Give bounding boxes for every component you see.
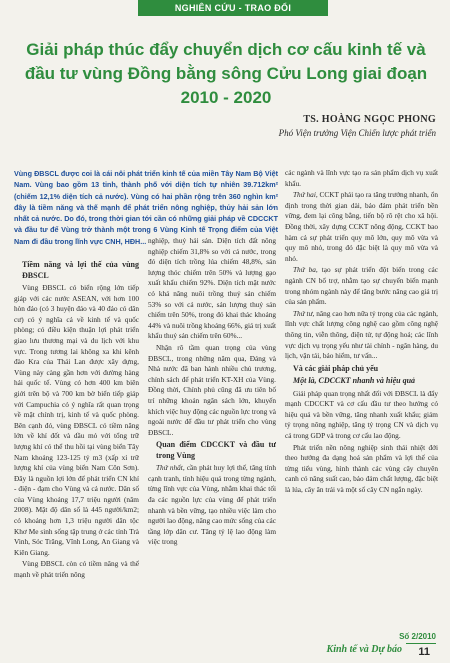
paragraph bbox=[285, 309, 438, 362]
lead-word: Thứ hai, bbox=[293, 190, 318, 200]
section-tag: NGHIÊN CỨU - TRAO ĐỔI bbox=[138, 0, 328, 16]
text-column-2 bbox=[148, 236, 276, 626]
paragraph bbox=[148, 463, 276, 548]
paragraph bbox=[285, 265, 438, 307]
article-title: Giải pháp thúc đẩy chuyển dịch cơ cấu kinh tế và đầu tư vùng Đồng bằng sông Cửu Long giai đoạn 2010 - 2020 bbox=[24, 40, 428, 107]
paragraph: Vùng ĐBSCL có biển rộng lớn tiếp giáp với các nước ASEAN, với hơn 100 hòn đảo (có 3 huyện đảo và 40 đảo có dân cư) có ý nghĩa cả về kinh tế và quốc phòng; có điều kiện thuận lợi phát triển giao lưu thương mại và du lịch với khu vực. Trong tương lai không xa khi kênh đào Kra của Thái Lan được xây dựng, Vùng này càng gần hơn với đường hàng hải quốc tế. Vùng có hơn 400 km biên giới trên bộ và 700 km bờ biển tiếp giáp với Campuchia có ý nghĩa rất quan trọng về mặt chính trị, kinh tế và quốc phòng. Bên cạnh đó, vùng ĐBSCL có tiềm năng lớn về khí đốt và dầu mỏ với tổng trữ lượng khí có thể thu hồi tại vùng biển Tây Nam khoảng 123-125 tỷ m3 (xấp xỉ trữ lượng khí của vùng biển Nam Côn Sơn). Đây là nguồn lợi lớn để phát triển CN khí - điện - đạm cho Vùng và cả nước. Dân số của Vùng khoảng 17,7 triệu người (năm 2008). Mật độ dân số là 445 người/km2; có khoảng hơn 1,3 triệu người dân tộc Khơ Me sinh sống tập trung ở các tỉnh Trà Vinh, Sóc Trăng, Vĩnh Long, An Giang và Kiên Giang. bbox=[14, 283, 139, 557]
section-heading: Và các giải pháp chủ yếu bbox=[293, 363, 379, 373]
magazine-name: Kinh tế và Dự báo bbox=[326, 644, 402, 655]
lead-word: Thứ tư, bbox=[293, 308, 315, 318]
paragraph: các ngành và lĩnh vực tạo ra sản phẩm dịch vụ xuất khẩu. bbox=[285, 168, 438, 188]
paragraph: Vùng ĐBSCL còn có tiềm năng và thế mạnh về phát triển nông bbox=[14, 559, 139, 580]
lead-word: Thứ ba, bbox=[293, 265, 318, 275]
paragraph: Giải pháp quan trọng nhất đối với ĐBSCL là đẩy mạnh CDCCKT và cơ cấu đầu tư theo hướng có hiệu quả và bền vững, tăng nhanh xuất khẩu; giảm tỷ trọng nông nghiệp, tăng tỷ trọng CN và dịch vụ cả trong GDP và trong cơ cấu lao động. bbox=[285, 388, 438, 441]
issue-number: Số 2/2010 bbox=[399, 632, 436, 641]
paragraph-body: CCKT phải tạo ra tăng trưởng nhanh, ổn định trong thời gian dài, bảo đảm phát triển bền vững, đem lại công bằng, tiến bộ rõ rệt cho xã hội. Đồng thời, xây dựng CCKT nông động, CCKT bao hàm cả sự phát triển quy mô lớn, quy mô vừa và quy mô nhỏ, trong đó đặc biệt là quy mô vừa và nhỏ. bbox=[285, 190, 438, 263]
paragraph: Nhận rõ tầm quan trọng của vùng ĐBSCL, trong những năm qua, Đảng và Nhà nước đã ban hành nhiều chủ trương, chính sách để phát triển KT-XH của Vùng. Đồng thời, Chính phủ cũng đã ưu tiên bố trí những khoản ngân sách lớn, khuyến khích việc huy động các nguồn lực trong và ngoài nước để đầu tư phát triển cho vùng ĐBSCL. bbox=[148, 342, 276, 437]
paragraph: Phát triển nền nông nghiệp sinh thái nhiệt đới theo hướng đa dạng hoá sản phẩm và lợi thế của từng tiểu vùng, hình thành các vùng cây chuyên canh có năng suất cao, bảo đảm chất lượng, đặc biệt là lúa, cây ăn trái và một số cây CN ngắn ngày. bbox=[285, 442, 438, 495]
page-number: 11 bbox=[418, 646, 430, 658]
section-heading: Quan điểm CDCCKT và đầu tư trong Vùng bbox=[156, 440, 276, 460]
paragraph: nghiệp, thuỷ hải sản. Diện tích đất nông nghiệp chiếm 31,8% so với cả nước, trong đó diện tích trồng lúa chiếm 48,8%, sản lượng thóc chiếm trên 50% và lượng gạo xuất khẩu chiếm 92%. Diện tích mặt nước có khả năng nuôi trồng thuỷ sản chiếm 53% so với cả nước, sản lượng thuỷ sản chiếm trên 50%, trong đó khai thác khoảng 44% và nuôi trồng khoảng 66%, giá trị xuất khẩu thuỷ sản chiếm trên 60%... bbox=[148, 236, 276, 341]
paragraph-body: tạo sự phát triển đột biến trong các ngành CN bổ trợ, nhằm tạo sự chuyển biến mạnh trong nhóm ngành này để tăng bước nâng cao giá trị của sản phẩm. bbox=[285, 265, 438, 307]
paragraph-body: nâng cao hơn nữa tỷ trọng của các ngành, lĩnh vực chất lượng công nghệ cao gồm công nghệ thông tin, viễn thông, điện tử, tự động hoá; các lĩnh vực dịch vụ trọng yếu như tài chính - ngân hàng, du lịch, vận tải, bảo hiểm, tư vấn... bbox=[285, 308, 438, 361]
footer-divider bbox=[406, 643, 436, 644]
text-column-1 bbox=[14, 258, 139, 620]
article-abstract: Vùng ĐBSCL được coi là cái nôi phát triển kinh tế của miền Tây Nam Bộ Việt Nam. Vùng bao gồm 13 tỉnh, thành phố với diện tích tự nhiên 39.712km² (chiếm 12,1% diện tích cả nước). Vùng có hai phần rộng trên 360 nghìn km² đây là tiềm năng và thế mạnh để phát triển nông nghiệp, thủy hải sản lớn nhất cả nước. Do đó, trong thời gian tới cần có những giải pháp về CDCCKT và đầu tư để Vùng trở thành một trong 6 Vùng Kinh tế Trọng điểm của Việt Nam đi đầu trong lĩnh vực CNH, HĐH... bbox=[14, 169, 278, 246]
text-column-3 bbox=[285, 168, 438, 626]
author-name: TS. HOÀNG NGỌC PHONG bbox=[303, 114, 436, 125]
section-heading: Tiềm năng và lợi thế của vùng ĐBSCL bbox=[22, 260, 139, 280]
lead-word: Thứ nhất, bbox=[156, 463, 185, 473]
author-role: Phó Viện trưởng Viện Chiến lược phát triển bbox=[278, 128, 436, 138]
paragraph-body: cần phát huy lợi thế, tăng tính cạnh tranh, tính hiệu quả trong từng ngành, từng lĩnh vực của Vùng, nhằm khai thác tối đa các nguồn lực của vùng để phát triển nhanh và bền vững, tạo nhiều việc làm cho người lao động, nâng cao mức sống của các tầng lớp dân cư. Tăng tỷ lệ lao động làm việc trong bbox=[148, 463, 276, 547]
sub-heading: Một là, CDCCKT nhanh và hiệu quả bbox=[293, 376, 416, 386]
paragraph bbox=[285, 190, 438, 264]
author-block bbox=[279, 114, 436, 138]
